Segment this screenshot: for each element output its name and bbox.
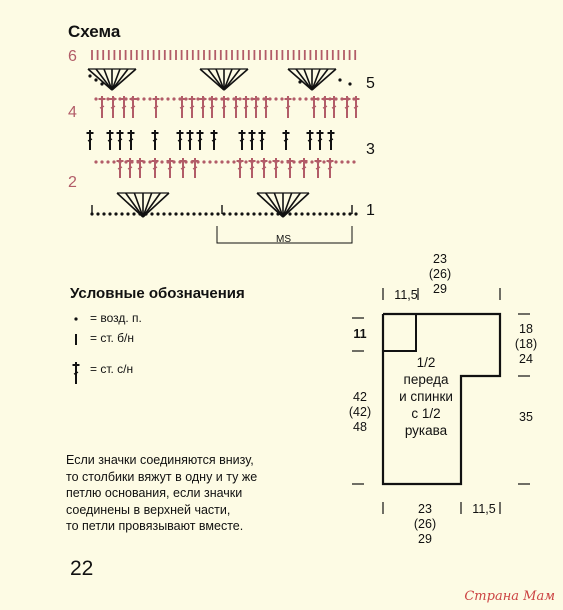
dc-symbol bbox=[318, 139, 322, 141]
chain-dot bbox=[124, 97, 127, 100]
chain-dot bbox=[120, 212, 123, 215]
chain-dot bbox=[298, 80, 301, 83]
chain-dot bbox=[100, 160, 103, 163]
chain-dot bbox=[196, 160, 199, 163]
chain-dot bbox=[138, 212, 141, 215]
bottom-right-width-label: 11,5 bbox=[472, 502, 496, 516]
chain-dot bbox=[352, 160, 355, 163]
dc-symbol bbox=[122, 106, 126, 108]
dc-symbol bbox=[153, 139, 157, 141]
chain-dot bbox=[166, 97, 169, 100]
top-left-width-label: 11,5 bbox=[394, 288, 418, 302]
chain-dot bbox=[264, 212, 267, 215]
chain-dot bbox=[166, 160, 169, 163]
chain-dot bbox=[286, 160, 289, 163]
right-top-label bbox=[508, 322, 544, 367]
dim-value: 29 bbox=[433, 282, 447, 296]
chain-dot bbox=[234, 212, 237, 215]
right-height-label: 35 bbox=[519, 410, 533, 424]
dim-value: 29 bbox=[418, 532, 432, 546]
chain-dot bbox=[348, 82, 351, 85]
chain-dot bbox=[310, 97, 313, 100]
dc-symbol bbox=[264, 106, 268, 108]
chain-dot bbox=[144, 212, 147, 215]
chain-dot bbox=[280, 160, 283, 163]
chain-dot bbox=[136, 97, 139, 100]
dc-symbol bbox=[244, 106, 248, 108]
neck-line bbox=[383, 314, 416, 351]
chain-dot bbox=[88, 74, 91, 77]
cluster-stitch bbox=[296, 69, 312, 90]
dc-symbol bbox=[178, 139, 182, 141]
piece-line: 1/2 bbox=[416, 355, 436, 370]
chain-dot bbox=[130, 160, 133, 163]
chain-dot bbox=[352, 97, 355, 100]
legend-dc-label: = ст. с/н bbox=[90, 362, 134, 376]
piece-line: переда bbox=[403, 372, 449, 387]
chain-dot bbox=[316, 160, 319, 163]
dc-symbol bbox=[88, 139, 92, 141]
dc-symbol bbox=[193, 167, 197, 169]
chain-dot bbox=[198, 212, 201, 215]
chain-dot bbox=[204, 212, 207, 215]
chain-dot bbox=[340, 160, 343, 163]
chain-dot bbox=[274, 160, 277, 163]
chain-dot bbox=[304, 97, 307, 100]
dc-symbol bbox=[168, 167, 172, 169]
dim-value: 42 bbox=[353, 390, 367, 404]
chain-dot bbox=[288, 212, 291, 215]
dc-symbol bbox=[302, 167, 306, 169]
chain-dot bbox=[268, 160, 271, 163]
piece-line: с 1/2 bbox=[411, 406, 441, 421]
dc-symbol bbox=[354, 106, 358, 108]
dc-symbol bbox=[129, 139, 133, 141]
chain-dot bbox=[174, 212, 177, 215]
dc-symbol bbox=[154, 106, 158, 108]
chain-dot bbox=[220, 160, 223, 163]
chain-dot bbox=[222, 212, 225, 215]
chain-dot bbox=[274, 97, 277, 100]
chain-dot bbox=[300, 212, 303, 215]
dc-symbol bbox=[108, 139, 112, 141]
dc-symbol bbox=[260, 139, 264, 141]
chain-dot bbox=[252, 212, 255, 215]
chain-dot bbox=[322, 97, 325, 100]
piece-line: и спинки bbox=[399, 389, 453, 404]
chain-dot bbox=[328, 97, 331, 100]
fan-stitch bbox=[266, 193, 283, 217]
dc-symbol bbox=[222, 106, 226, 108]
row-number-1: 1 bbox=[366, 202, 375, 219]
fan-stitch bbox=[283, 193, 300, 217]
chain-dot bbox=[142, 160, 145, 163]
chain-dot bbox=[214, 160, 217, 163]
dc-symbol bbox=[328, 167, 332, 169]
chain-dot bbox=[216, 212, 219, 215]
chain-dot bbox=[202, 97, 205, 100]
chain-dot bbox=[210, 212, 213, 215]
chain-dot bbox=[130, 97, 133, 100]
dc-symbol bbox=[234, 106, 238, 108]
note-line: Если значки соединяются внизу, bbox=[66, 453, 254, 467]
dc-symbol bbox=[332, 106, 336, 108]
row-number-3: 3 bbox=[366, 141, 375, 158]
chain-dot bbox=[172, 97, 175, 100]
chain-dot bbox=[312, 212, 315, 215]
chain-dot bbox=[148, 97, 151, 100]
chain-dot bbox=[262, 160, 265, 163]
chain-dot bbox=[118, 160, 121, 163]
chain-dot bbox=[280, 97, 283, 100]
note-text bbox=[66, 452, 346, 535]
chain-dot bbox=[94, 160, 97, 163]
chain-dot bbox=[180, 212, 183, 215]
dc-symbol bbox=[198, 139, 202, 141]
dc-symbol bbox=[250, 139, 254, 141]
chain-dot bbox=[100, 82, 103, 85]
chain-dot bbox=[348, 212, 351, 215]
dc-symbol bbox=[262, 167, 266, 169]
dc-symbol bbox=[286, 106, 290, 108]
chain-dot bbox=[276, 212, 279, 215]
chain-dot bbox=[244, 160, 247, 163]
chain-dot bbox=[298, 97, 301, 100]
piece-line: рукава bbox=[404, 423, 448, 438]
dc-symbol bbox=[212, 139, 216, 141]
legend-title: Условные обозначения bbox=[70, 285, 245, 302]
chain-dot bbox=[94, 97, 97, 100]
chain-dot bbox=[202, 160, 205, 163]
chain-dot bbox=[190, 97, 193, 100]
chain-dot bbox=[262, 97, 265, 100]
cluster-stitch bbox=[208, 69, 224, 90]
chain-dot bbox=[334, 97, 337, 100]
chain-dot bbox=[292, 160, 295, 163]
chain-dot bbox=[246, 212, 249, 215]
chain-dot bbox=[142, 97, 145, 100]
chain-dot bbox=[172, 160, 175, 163]
chart-title: Схема bbox=[68, 22, 121, 41]
chain-dot bbox=[232, 97, 235, 100]
chain-dot bbox=[250, 97, 253, 100]
chain-dot bbox=[286, 97, 289, 100]
chain-dot bbox=[148, 160, 151, 163]
dc-symbol bbox=[210, 106, 214, 108]
dc-symbol bbox=[128, 167, 132, 169]
dc-symbol bbox=[100, 106, 104, 108]
chain-dot bbox=[196, 97, 199, 100]
chain-dot bbox=[338, 78, 341, 81]
chain-dot bbox=[160, 97, 163, 100]
dc-symbol bbox=[201, 106, 205, 108]
chain-dot bbox=[336, 212, 339, 215]
chain-dot bbox=[292, 97, 295, 100]
dc-symbol bbox=[308, 139, 312, 141]
chain-dot bbox=[226, 160, 229, 163]
chain-dot bbox=[342, 212, 345, 215]
chain-dot bbox=[100, 97, 103, 100]
dc-symbol bbox=[138, 167, 142, 169]
chain-dot bbox=[318, 212, 321, 215]
chain-dot bbox=[256, 160, 259, 163]
chain-dot bbox=[214, 97, 217, 100]
chain-dot bbox=[178, 160, 181, 163]
chain-dot bbox=[156, 212, 159, 215]
watermark: Страна Мам bbox=[464, 589, 555, 604]
chain-dot bbox=[136, 160, 139, 163]
note-line: то столбики вяжут в одну и ту же bbox=[66, 469, 258, 484]
dim-value: (26) bbox=[428, 267, 452, 281]
chain-dot bbox=[346, 97, 349, 100]
chain-dot bbox=[258, 212, 261, 215]
chain-dot bbox=[256, 97, 259, 100]
chain-dot bbox=[96, 212, 99, 215]
page-number: 22 bbox=[70, 557, 94, 580]
chain-dot bbox=[112, 97, 115, 100]
note-line: соединены в верхней части, bbox=[66, 502, 231, 517]
chain-dot bbox=[126, 212, 129, 215]
chain-dot bbox=[240, 212, 243, 215]
chain-dot bbox=[106, 97, 109, 100]
cluster-stitch bbox=[96, 69, 112, 90]
chain-dot bbox=[220, 97, 223, 100]
piece-label bbox=[388, 354, 464, 439]
dc-symbol bbox=[288, 167, 292, 169]
row-number-2: 2 bbox=[68, 174, 77, 191]
chain-dot bbox=[238, 160, 241, 163]
chain-dot bbox=[250, 160, 253, 163]
note-line: то петли провязывают вместе. bbox=[66, 519, 244, 533]
chain-dot bbox=[154, 97, 157, 100]
dc-symbol bbox=[240, 139, 244, 141]
dc-symbol bbox=[188, 139, 192, 141]
chain-dot bbox=[184, 160, 187, 163]
chain-dot bbox=[208, 97, 211, 100]
chain-dot bbox=[328, 160, 331, 163]
chain-dot bbox=[102, 212, 105, 215]
chain-dot bbox=[178, 97, 181, 100]
chain-dot bbox=[108, 212, 111, 215]
chain-dot bbox=[340, 97, 343, 100]
dc-symbol bbox=[131, 106, 135, 108]
chain-dot bbox=[298, 160, 301, 163]
chain-dot bbox=[294, 212, 297, 215]
chain-dot bbox=[322, 160, 325, 163]
chain-dot bbox=[124, 160, 127, 163]
legend-chain-label: = возд. п. bbox=[90, 311, 142, 325]
chain-dot bbox=[162, 212, 165, 215]
dc-symbol bbox=[111, 106, 115, 108]
dc-symbol bbox=[316, 167, 320, 169]
dc-symbol bbox=[74, 372, 78, 374]
repeat-label: MS bbox=[276, 234, 291, 245]
chain-dot bbox=[306, 212, 309, 215]
chain-dot bbox=[310, 160, 313, 163]
row-number-5: 5 bbox=[366, 75, 375, 92]
dim-value: 23 bbox=[418, 502, 432, 516]
chain-dot bbox=[94, 78, 97, 81]
chain-dot bbox=[118, 97, 121, 100]
dc-symbol bbox=[118, 167, 122, 169]
chain-dot bbox=[238, 97, 241, 100]
chain-dot bbox=[334, 160, 337, 163]
chain-dot bbox=[346, 160, 349, 163]
row-number-4: 4 bbox=[68, 104, 77, 121]
dim-value: 48 bbox=[353, 420, 367, 434]
chain-dot bbox=[244, 97, 247, 100]
chain-dot bbox=[186, 212, 189, 215]
chain-dot bbox=[282, 212, 285, 215]
chain-dot bbox=[330, 212, 333, 215]
chain-dot bbox=[168, 212, 171, 215]
chain-dot bbox=[114, 212, 117, 215]
legend-sc-label: = ст. б/н bbox=[90, 331, 135, 345]
chain-dot bbox=[208, 160, 211, 163]
dim-value: 24 bbox=[519, 352, 533, 366]
chain-dot bbox=[232, 160, 235, 163]
dc-symbol bbox=[250, 167, 254, 169]
dc-symbol bbox=[118, 139, 122, 141]
dc-symbol bbox=[284, 139, 288, 141]
chain-dot bbox=[106, 160, 109, 163]
top-width-label bbox=[420, 252, 460, 297]
chain-dot bbox=[226, 97, 229, 100]
bottom-width-label bbox=[405, 502, 445, 547]
dc-symbol bbox=[180, 106, 184, 108]
chain-dot bbox=[316, 97, 319, 100]
chain-dot bbox=[112, 160, 115, 163]
dc-symbol bbox=[323, 106, 327, 108]
dim-value: 18 bbox=[519, 322, 533, 336]
chain-dot bbox=[354, 212, 357, 215]
dim-value: (18) bbox=[514, 337, 538, 351]
dc-symbol bbox=[190, 106, 194, 108]
dim-value: (42) bbox=[348, 405, 372, 419]
chain-dot bbox=[228, 212, 231, 215]
dc-symbol bbox=[238, 167, 242, 169]
dc-symbol bbox=[254, 106, 258, 108]
dim-value: (26) bbox=[413, 517, 437, 531]
chain-icon bbox=[74, 317, 77, 320]
chain-dot bbox=[150, 212, 153, 215]
row-number-6: 6 bbox=[68, 48, 77, 65]
chain-dot bbox=[132, 212, 135, 215]
dc-symbol bbox=[274, 167, 278, 169]
dc-symbol bbox=[181, 167, 185, 169]
dc-symbol bbox=[329, 139, 333, 141]
dim-value: 23 bbox=[433, 252, 447, 266]
chain-dot bbox=[304, 160, 307, 163]
chain-dot bbox=[192, 212, 195, 215]
dc-symbol bbox=[345, 106, 349, 108]
chain-dot bbox=[324, 212, 327, 215]
chain-dot bbox=[268, 97, 271, 100]
dc-symbol bbox=[153, 167, 157, 169]
chain-dot bbox=[160, 160, 163, 163]
note-line: петлю основания, если значки bbox=[66, 486, 243, 500]
chain-dot bbox=[154, 160, 157, 163]
chain-dot bbox=[184, 97, 187, 100]
left-height-label bbox=[342, 390, 378, 435]
chain-dot bbox=[190, 160, 193, 163]
dc-symbol bbox=[312, 106, 316, 108]
left-small-label: 11 bbox=[353, 327, 367, 341]
chain-dot bbox=[270, 212, 273, 215]
